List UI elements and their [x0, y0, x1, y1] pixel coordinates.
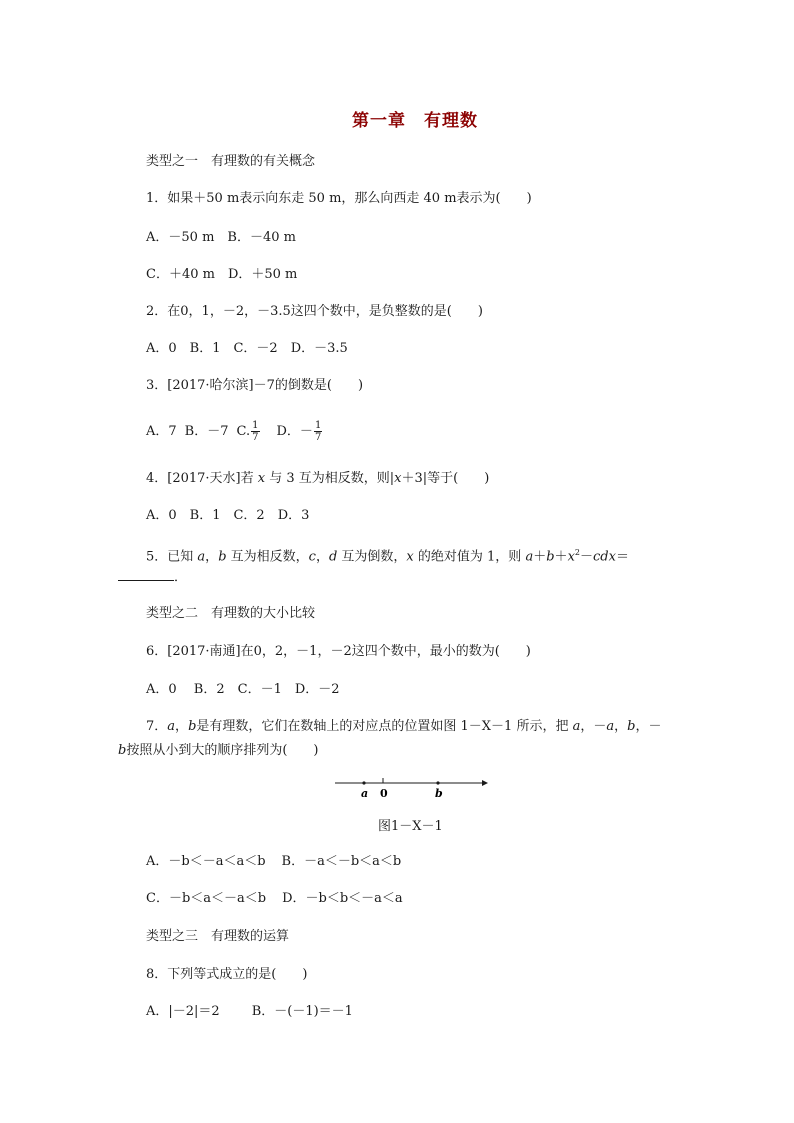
question-6-stem: 6．[2017·南通]在0，2，－1，－2这四个数中，最小的数为( ): [146, 644, 531, 659]
question-1-options-ab: A．－50 m B．－40 m: [146, 230, 296, 245]
question-3-option-d: D．－: [276, 424, 313, 439]
question-5-stem: 5．已知 a，b 互为相反数，c，d 互为倒数，x 的绝对值为 1，则 $a+b+x^2-cdx=$: [146, 548, 629, 565]
label-a: a: [361, 787, 369, 800]
figure-caption: 图1－X－1: [378, 819, 443, 834]
fraction: $\frac{1}{7}$: [314, 420, 322, 443]
chapter-title: 第一章 有理数: [352, 111, 478, 131]
point-b-marker: [436, 781, 439, 784]
question-6-options: A．0 B．2 C．－1 D．－2: [146, 682, 340, 697]
question-3-options: [146, 420, 323, 444]
question-8-options: [146, 1003, 353, 1021]
question-1-options-cd: C．＋40 m D．＋50 m: [146, 267, 298, 282]
question-5-answer-line: ．: [118, 568, 187, 587]
question-8-option-b: B．－(－1)＝－1: [251, 1004, 353, 1019]
section-heading-3: 类型之三 有理数的运算: [146, 929, 290, 944]
fraction: $\frac{1}{7}$: [252, 420, 259, 443]
number-line-arrow-icon: [482, 780, 488, 786]
question-2-options: A．0 B．1 C．－2 D．－3.5: [146, 341, 348, 356]
question-3-stem: 3．[2017·哈尔滨]－7的倒数是( ): [146, 378, 364, 393]
question-2-stem: 2．在0，1，－2，－3.5这四个数中，是负整数的是( ): [146, 304, 483, 319]
section-heading-2: 类型之二 有理数的大小比较: [146, 606, 316, 621]
question-3-option-a: A．7: [146, 424, 177, 439]
question-8-stem: 8．下列等式成立的是( ): [146, 967, 308, 982]
question-7-option-b: B．－a＜－b＜a＜b: [281, 854, 402, 869]
label-0: 0: [380, 787, 388, 800]
question-7-option-a: A．－b＜－a＜a＜b: [146, 854, 266, 869]
question-1-stem: 1．如果＋50 m表示向东走 50 m，那么向西走 40 m表示为( ): [146, 191, 532, 206]
question-7-option-c: C．－b＜a＜－a＜b: [146, 891, 267, 906]
question-4-options: A．0 B．1 C．2 D．3: [146, 508, 310, 523]
section-heading-1: 类型之一 有理数的有关概念: [146, 154, 316, 169]
question-7-option-d: D．－b＜b＜－a＜a: [282, 891, 403, 906]
question-4-stem: 4．[2017·天水]若 x 与 3 互为相反数，则|x＋3|等于( ): [146, 471, 490, 486]
question-3-option-c: C.: [236, 424, 251, 439]
label-b: b: [435, 787, 443, 800]
number-line-figure: [330, 772, 495, 802]
answer-blank[interactable]: [118, 568, 174, 581]
question-3-option-b: B．－7: [184, 424, 229, 439]
question-7-options-ab: [146, 853, 401, 871]
point-a-marker: [362, 781, 365, 784]
question-8-option-a: A．|－2|＝2: [146, 1004, 220, 1019]
question-7-stem-line1: 7．a，b是有理数，它们在数轴上的对应点的位置如图 1－X－1 所示，把 a，－a，b，－: [146, 719, 662, 734]
question-7-stem-line2: b按照从小到大的顺序排列为( ): [118, 743, 319, 758]
question-7-options-cd: [146, 890, 403, 908]
